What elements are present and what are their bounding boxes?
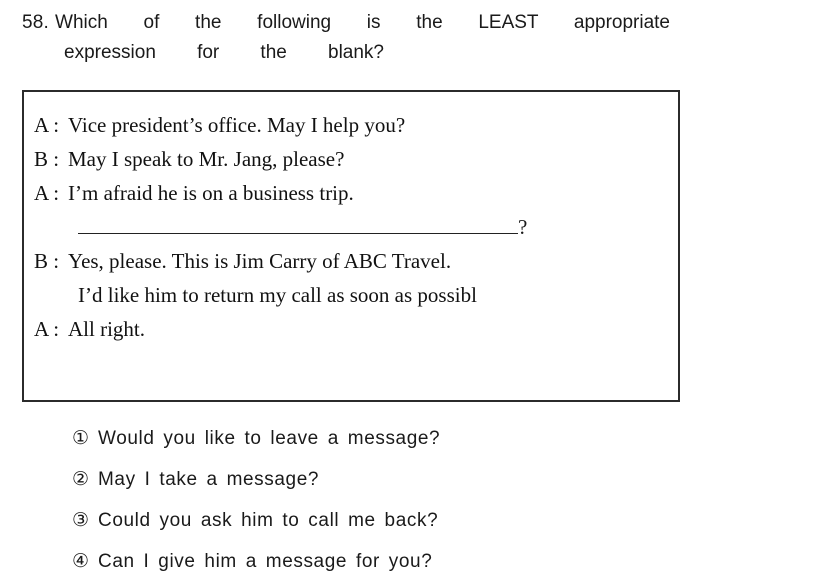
choice-option-4[interactable]: [72, 541, 772, 582]
answer-choices: [72, 418, 772, 582]
question-stem: [22, 8, 722, 68]
dialogue-blank-line: [34, 210, 678, 244]
question-line-1: [22, 8, 722, 38]
dialogue-line: [34, 176, 678, 210]
dialogue-speaker: A :: [34, 181, 60, 205]
dialogue-line: [34, 142, 678, 176]
choice-text: May I take a message?: [98, 469, 320, 490]
dialogue-line-continued: [34, 278, 678, 312]
dialogue-text: All right.: [68, 317, 145, 341]
blank-underline: [78, 216, 518, 234]
dialogue-speaker: B :: [34, 249, 60, 273]
choice-marker-icon: ①: [72, 428, 90, 449]
dialogue-speaker: A :: [34, 113, 60, 137]
question-text-line-2: expression for the blank?: [64, 42, 384, 63]
choice-option-2[interactable]: [72, 459, 772, 500]
dialogue-line: [34, 108, 678, 142]
choice-marker-icon: ②: [72, 469, 90, 490]
dialogue-text: Yes, please. This is Jim Carry of ABC Travel.: [68, 249, 452, 273]
dialogue-line: [34, 244, 678, 278]
choice-text: Would you like to leave a message?: [98, 428, 441, 449]
dialogue-speaker: A :: [34, 317, 60, 341]
dialogue-speaker: B :: [34, 147, 60, 171]
blank-question-mark: ?: [518, 215, 528, 239]
question-text-line-1: Which of the following is the LEAST appropriate: [55, 12, 671, 33]
dialogue-text: I’m afraid he is on a business trip.: [68, 181, 354, 205]
dialogue-text: May I speak to Mr. Jang, please?: [68, 147, 345, 171]
dialogue-text: Vice president’s office. May I help you?: [68, 113, 406, 137]
question-number: 58.: [22, 12, 50, 33]
dialogue-content: [24, 92, 678, 346]
dialogue-text: I’d like him to return my call as soon as possibl: [78, 283, 477, 307]
choice-option-1[interactable]: [72, 418, 772, 459]
choice-text: Can I give him a message for you?: [98, 551, 433, 572]
choice-marker-icon: ③: [72, 510, 90, 531]
choice-text: Could you ask him to call me back?: [98, 510, 439, 531]
choice-marker-icon: ④: [72, 551, 90, 572]
dialogue-box: [22, 90, 680, 402]
dialogue-line: [34, 312, 678, 346]
choice-option-3[interactable]: [72, 500, 772, 541]
